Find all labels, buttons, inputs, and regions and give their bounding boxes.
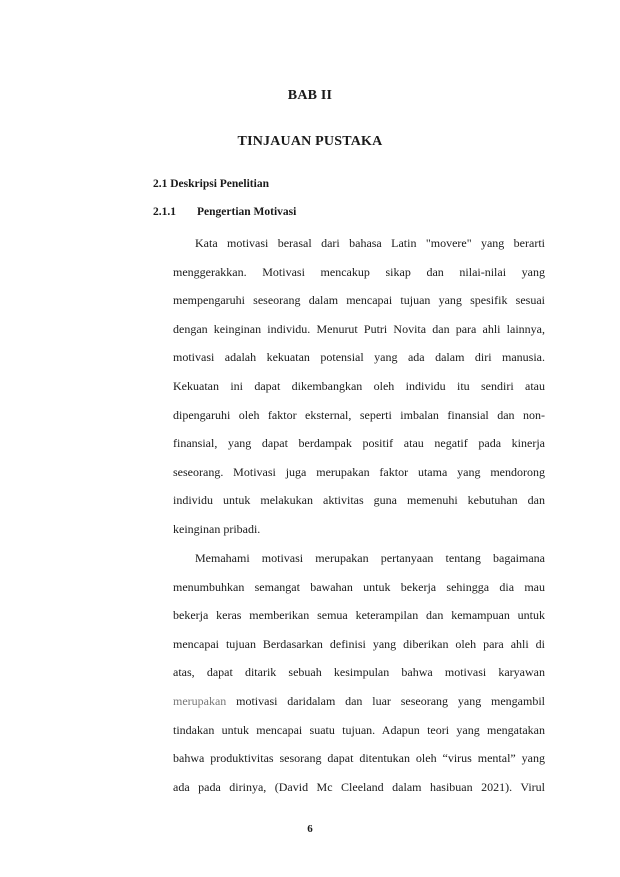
page-number: 6	[307, 823, 313, 835]
paragraph-line: Kekuatan ini dapat dikembangkan oleh individu itu sendiri atau	[173, 378, 545, 393]
paragraph-line: mempengaruhi seseorang dalam mencapai tujuan yang spesifik sesuai	[173, 293, 545, 308]
paragraph-line: dipengaruhi oleh faktor eksternal, seperti imbalan finansial dan non-	[173, 407, 545, 422]
paragraph-line: dengan keinginan individu. Menurut Putri Novita dan para ahli lainnya,	[173, 321, 545, 336]
highlighted-word: merupakan	[173, 693, 227, 708]
paragraph-line: tindakan untuk mencapai suatu tujuan. Adapun teori yang mengatakan	[173, 722, 545, 737]
paragraph-line: ada pada dirinya, (David Mc Cleeland dalam hasibuan 2021). Virul	[173, 779, 545, 794]
subsection-number: 2.1.1	[153, 206, 176, 218]
subsection-title: Pengertian Motivasi	[197, 206, 297, 218]
paragraph-line: menumbuhkan semangat bawahan untuk bekerja sehingga dia mau	[173, 579, 545, 594]
chapter-title: TINJAUAN PUSTAKA	[237, 134, 383, 149]
paragraph-line: finansial, yang dapat berdampak positif atau negatif pada kinerja	[173, 436, 545, 451]
paragraph-line: motivasi adalah kekuatan potensial yang ada dalam diri manusia.	[173, 350, 545, 365]
paragraph-understanding-motivation	[173, 544, 545, 801]
paragraph-line	[173, 687, 545, 716]
paragraph-line: seseorang. Motivasi juga merupakan faktor utama yang mendorong	[173, 464, 545, 479]
paragraph-line: bekerja keras memberikan semua keterampilan dan kemampuan untuk	[173, 608, 545, 623]
paragraph-line-rest: motivasi daridalam dan luar seseorang yang mengambil	[236, 693, 546, 708]
paragraph-line: mencapai tujuan Berdasarkan definisi yang diberikan oleh para ahli di	[173, 636, 545, 651]
paragraph-line: keinginan pribadi.	[173, 521, 261, 536]
paragraph-line: Memahami motivasi merupakan pertanyaan tentang bagaimana	[195, 551, 545, 565]
chapter-label: BAB II	[287, 88, 333, 103]
paragraph-line: bahwa produktivitas sesorang dapat ditentukan oleh “virus mental” yang	[173, 751, 545, 766]
paragraph-line: menggerakkan. Motivasi mencakup sikap dan nilai-nilai yang	[173, 264, 545, 279]
paragraph-line: Kata motivasi berasal dari bahasa Latin "movere" yang berarti	[195, 236, 545, 250]
paragraph-motivation-definition	[173, 229, 545, 544]
paragraph-line: atas, dapat ditarik sebuah kesimpulan bahwa motivasi karyawan	[173, 665, 545, 680]
subsection-heading	[153, 206, 296, 218]
paragraph-line: individu untuk melakukan aktivitas guna memenuhi kebutuhan dan	[173, 493, 545, 508]
section-heading: 2.1 Deskripsi Penelitian	[153, 178, 269, 190]
